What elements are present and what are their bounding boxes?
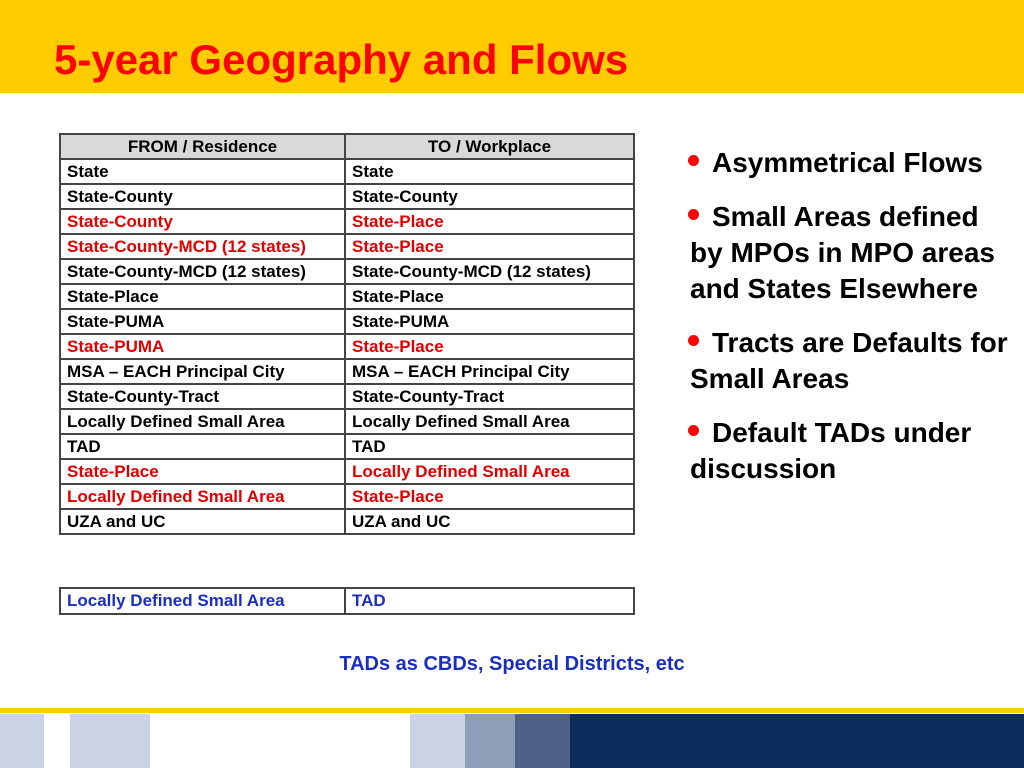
table-row (60, 409, 634, 434)
footer-block (410, 714, 465, 768)
table-row (60, 588, 634, 614)
bullet-text: Default TADs under discussion (690, 417, 972, 484)
footer-color-bar (0, 714, 1024, 768)
footer-block (150, 714, 410, 768)
table-row (60, 309, 634, 334)
footer-block (515, 714, 570, 768)
bullet-dot-icon (688, 155, 699, 166)
bullet-dot-icon (688, 335, 699, 346)
to-cell: MSA – EACH Principal City (345, 359, 634, 384)
to-cell: State-Place (345, 209, 634, 234)
to-cell: State-County-MCD (12 states) (345, 259, 634, 284)
header-to-workplace: TO / Workplace (345, 134, 634, 159)
footer-block (70, 714, 150, 768)
from-cell: State-County-Tract (60, 384, 345, 409)
from-cell: State-PUMA (60, 309, 345, 334)
bullet-item (660, 145, 1015, 181)
to-cell: State-Place (345, 334, 634, 359)
from-cell: State-PUMA (60, 334, 345, 359)
bullet-item (660, 415, 1015, 487)
tad-flow-table (59, 587, 635, 615)
table-row (60, 234, 634, 259)
bullet-list (660, 145, 1015, 505)
from-cell: State-County-MCD (12 states) (60, 234, 345, 259)
table-header-row (60, 134, 634, 159)
slide-title: 5-year Geography and Flows (54, 36, 629, 83)
bullet-dot-icon (688, 209, 699, 220)
footer-block (44, 714, 70, 768)
to-cell: State-County-Tract (345, 384, 634, 409)
from-cell: Locally Defined Small Area (60, 409, 345, 434)
footer-block (465, 714, 515, 768)
header-from-residence: FROM / Residence (60, 134, 345, 159)
from-cell: State-Place (60, 284, 345, 309)
caption (0, 653, 1024, 676)
table-row (60, 484, 634, 509)
from-cell: Locally Defined Small Area (60, 588, 345, 614)
to-cell: State-Place (345, 484, 634, 509)
from-cell: TAD (60, 434, 345, 459)
table-row (60, 359, 634, 384)
table-row (60, 209, 634, 234)
from-cell: State-County (60, 184, 345, 209)
caption-text: TADs as CBDs, Special Districts, etc (339, 653, 685, 675)
to-cell: State-County (345, 184, 634, 209)
to-cell: Locally Defined Small Area (345, 409, 634, 434)
to-cell: TAD (345, 434, 634, 459)
from-cell: MSA – EACH Principal City (60, 359, 345, 384)
from-cell: State-County (60, 209, 345, 234)
to-cell: State (345, 159, 634, 184)
table-row (60, 284, 634, 309)
to-cell: State-PUMA (345, 309, 634, 334)
bullet-text: Asymmetrical Flows (712, 147, 983, 178)
footer-divider (0, 708, 1024, 713)
from-cell: State-County-MCD (12 states) (60, 259, 345, 284)
footer-block (0, 714, 44, 768)
table-row (60, 184, 634, 209)
table-row (60, 384, 634, 409)
to-cell: Locally Defined Small Area (345, 459, 634, 484)
table-row (60, 334, 634, 359)
bullet-text: Small Areas defined by MPOs in MPO areas and States Elsewhere (690, 201, 995, 304)
table-row (60, 259, 634, 284)
from-cell: State (60, 159, 345, 184)
flows-table (59, 133, 635, 535)
to-cell: TAD (345, 588, 634, 614)
bullet-item (660, 199, 1015, 307)
bullet-text: Tracts are Defaults for Small Areas (690, 327, 1008, 394)
to-cell: State-Place (345, 284, 634, 309)
footer-block (570, 714, 1024, 768)
table-row (60, 159, 634, 184)
table-row (60, 509, 634, 534)
bullet-dot-icon (688, 425, 699, 436)
from-cell: Locally Defined Small Area (60, 484, 345, 509)
from-cell: State-Place (60, 459, 345, 484)
table-row (60, 459, 634, 484)
table-row (60, 434, 634, 459)
bullet-item (660, 325, 1015, 397)
to-cell: State-Place (345, 234, 634, 259)
to-cell: UZA and UC (345, 509, 634, 534)
from-cell: UZA and UC (60, 509, 345, 534)
